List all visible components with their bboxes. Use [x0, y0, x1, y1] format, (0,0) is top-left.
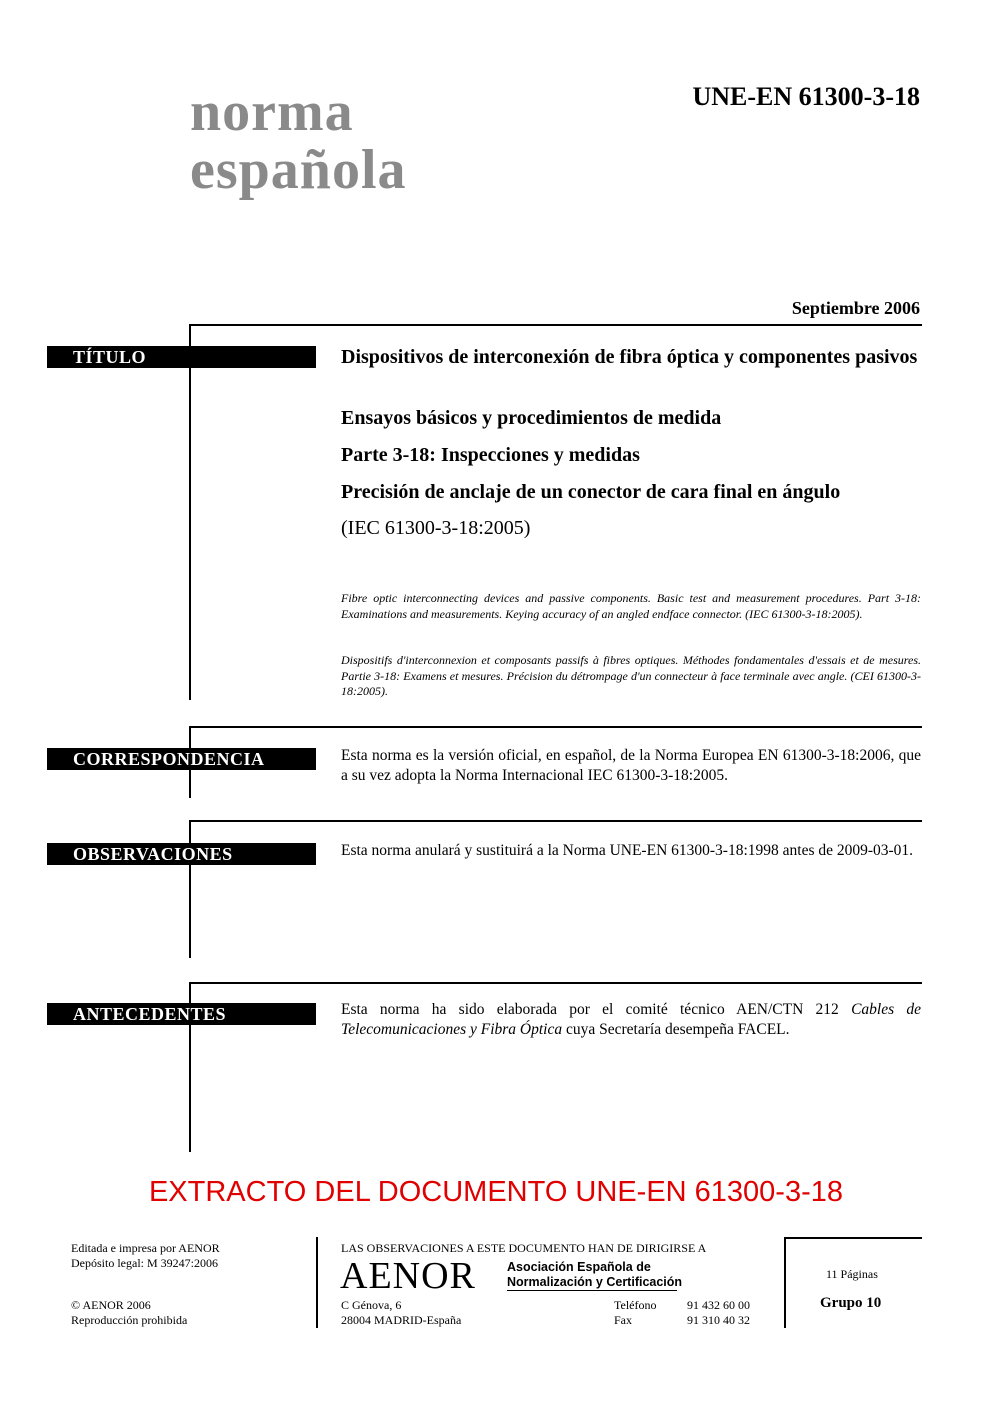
brand-norma: norma [190, 81, 354, 143]
aenor-tagline [507, 1260, 682, 1290]
antecedentes-label: ANTECEDENTES [47, 1003, 316, 1025]
correspondencia-label: CORRESPONDENCIA [47, 748, 316, 770]
publication-date: Septiembre 2006 [791, 298, 920, 318]
fax-label: Fax [614, 1313, 632, 1327]
group-number: Grupo 10 [820, 1295, 882, 1311]
antecedentes-top-rule [189, 982, 922, 984]
address-street: C Génova, 6 [341, 1298, 402, 1312]
document-code: UNE-EN 61300-3-18 [692, 82, 920, 111]
phone-label: Teléfono [614, 1298, 657, 1312]
committee-name: Cables de Telecomunicaciones y Fibra Óptica [341, 1001, 921, 1038]
observaciones-text: Esta norma anulará y sustituirá a la Norma UNE-EN 61300-3-18:1998 antes de 2009-03-01. [341, 842, 914, 859]
correspondencia-text: Esta norma es la versión oficial, en español, de la Norma Europea EN 61300-3-18:2006, que a su vez adopta la Norma Internacional IEC 61300-3-18:2005. [341, 747, 921, 784]
aenor-tagline-rule [507, 1290, 677, 1291]
title-line-4: Precisión de anclaje de un conector de cara final en ángulo [341, 481, 841, 503]
page-count: 11 Páginas [826, 1267, 878, 1281]
aenor-logo: AENOR [340, 1255, 476, 1297]
observaciones-label: OBSERVACIONES [47, 843, 316, 865]
footer-box-top-rule [784, 1237, 922, 1239]
title-line-2: Ensayos básicos y procedimientos de medida [341, 407, 722, 429]
titulo-top-rule [189, 324, 922, 326]
footer-copyright: © AENOR 2006 [71, 1298, 151, 1312]
footer-divider-right [784, 1237, 786, 1328]
brand-espanola: española [190, 139, 407, 201]
english-title: Fibre optic interconnecting devices and passive components. Basic test and measurement procedures. Part 3-18: Examinations and measurements. Keying accuracy of an angled endface connector. (IEC 61300-3-18:2005). [341, 591, 921, 621]
observations-notice: LAS OBSERVACIONES A ESTE DOCUMENTO HAN DE DIRIGIRSE A [341, 1241, 707, 1255]
footer-reproduction: Reproducción prohibida [71, 1313, 188, 1327]
footer-divider-left [316, 1237, 318, 1328]
footer-edited: Editada e impresa por AENOR [71, 1241, 220, 1255]
titulo-label: TÍTULO [47, 346, 316, 368]
extract-banner: EXTRACTO DEL DOCUMENTO UNE-EN 61300-3-18 [148, 1176, 844, 1208]
french-title: Dispositifs d'interconnexion et composants passifs à fibres optiques. Méthodes fondamentales d'essais et de mesures. Partie 3-18: Examens et mesures. Précision du détrompage d'un connecteur à face terminale avec angle. (CEI 61300-3-18:2005). [341, 653, 921, 698]
title-line-1: Dispositivos de interconexión de fibra óptica y componentes pasivos [341, 346, 918, 368]
correspondencia-top-rule [189, 726, 922, 728]
aenor-tagline-line-2: Normalización y Certificación [507, 1275, 683, 1289]
phone-number: 91 432 60 00 [687, 1298, 750, 1312]
address-city: 28004 MADRID-España [341, 1313, 462, 1327]
footer-deposit: Depósito legal: M 39247:2006 [71, 1256, 218, 1270]
antecedentes-text-start: Esta norma ha sido elaborada por el comité técnico AEN/CTN 212 [341, 1001, 852, 1018]
observaciones-top-rule [189, 820, 922, 822]
title-line-3: Parte 3-18: Inspecciones y medidas [341, 444, 640, 466]
iec-reference: (IEC 61300-3-18:2005) [341, 517, 531, 539]
fax-number: 91 310 40 32 [687, 1313, 750, 1327]
antecedentes-text-end: cuya Secretaría desempeña FACEL. [562, 1021, 790, 1038]
titulo-vertical-rule [189, 324, 191, 700]
antecedentes-text [341, 1000, 921, 1040]
aenor-tagline-line-1: Asociación Española de [507, 1260, 651, 1274]
observaciones-vertical-rule [189, 820, 191, 958]
